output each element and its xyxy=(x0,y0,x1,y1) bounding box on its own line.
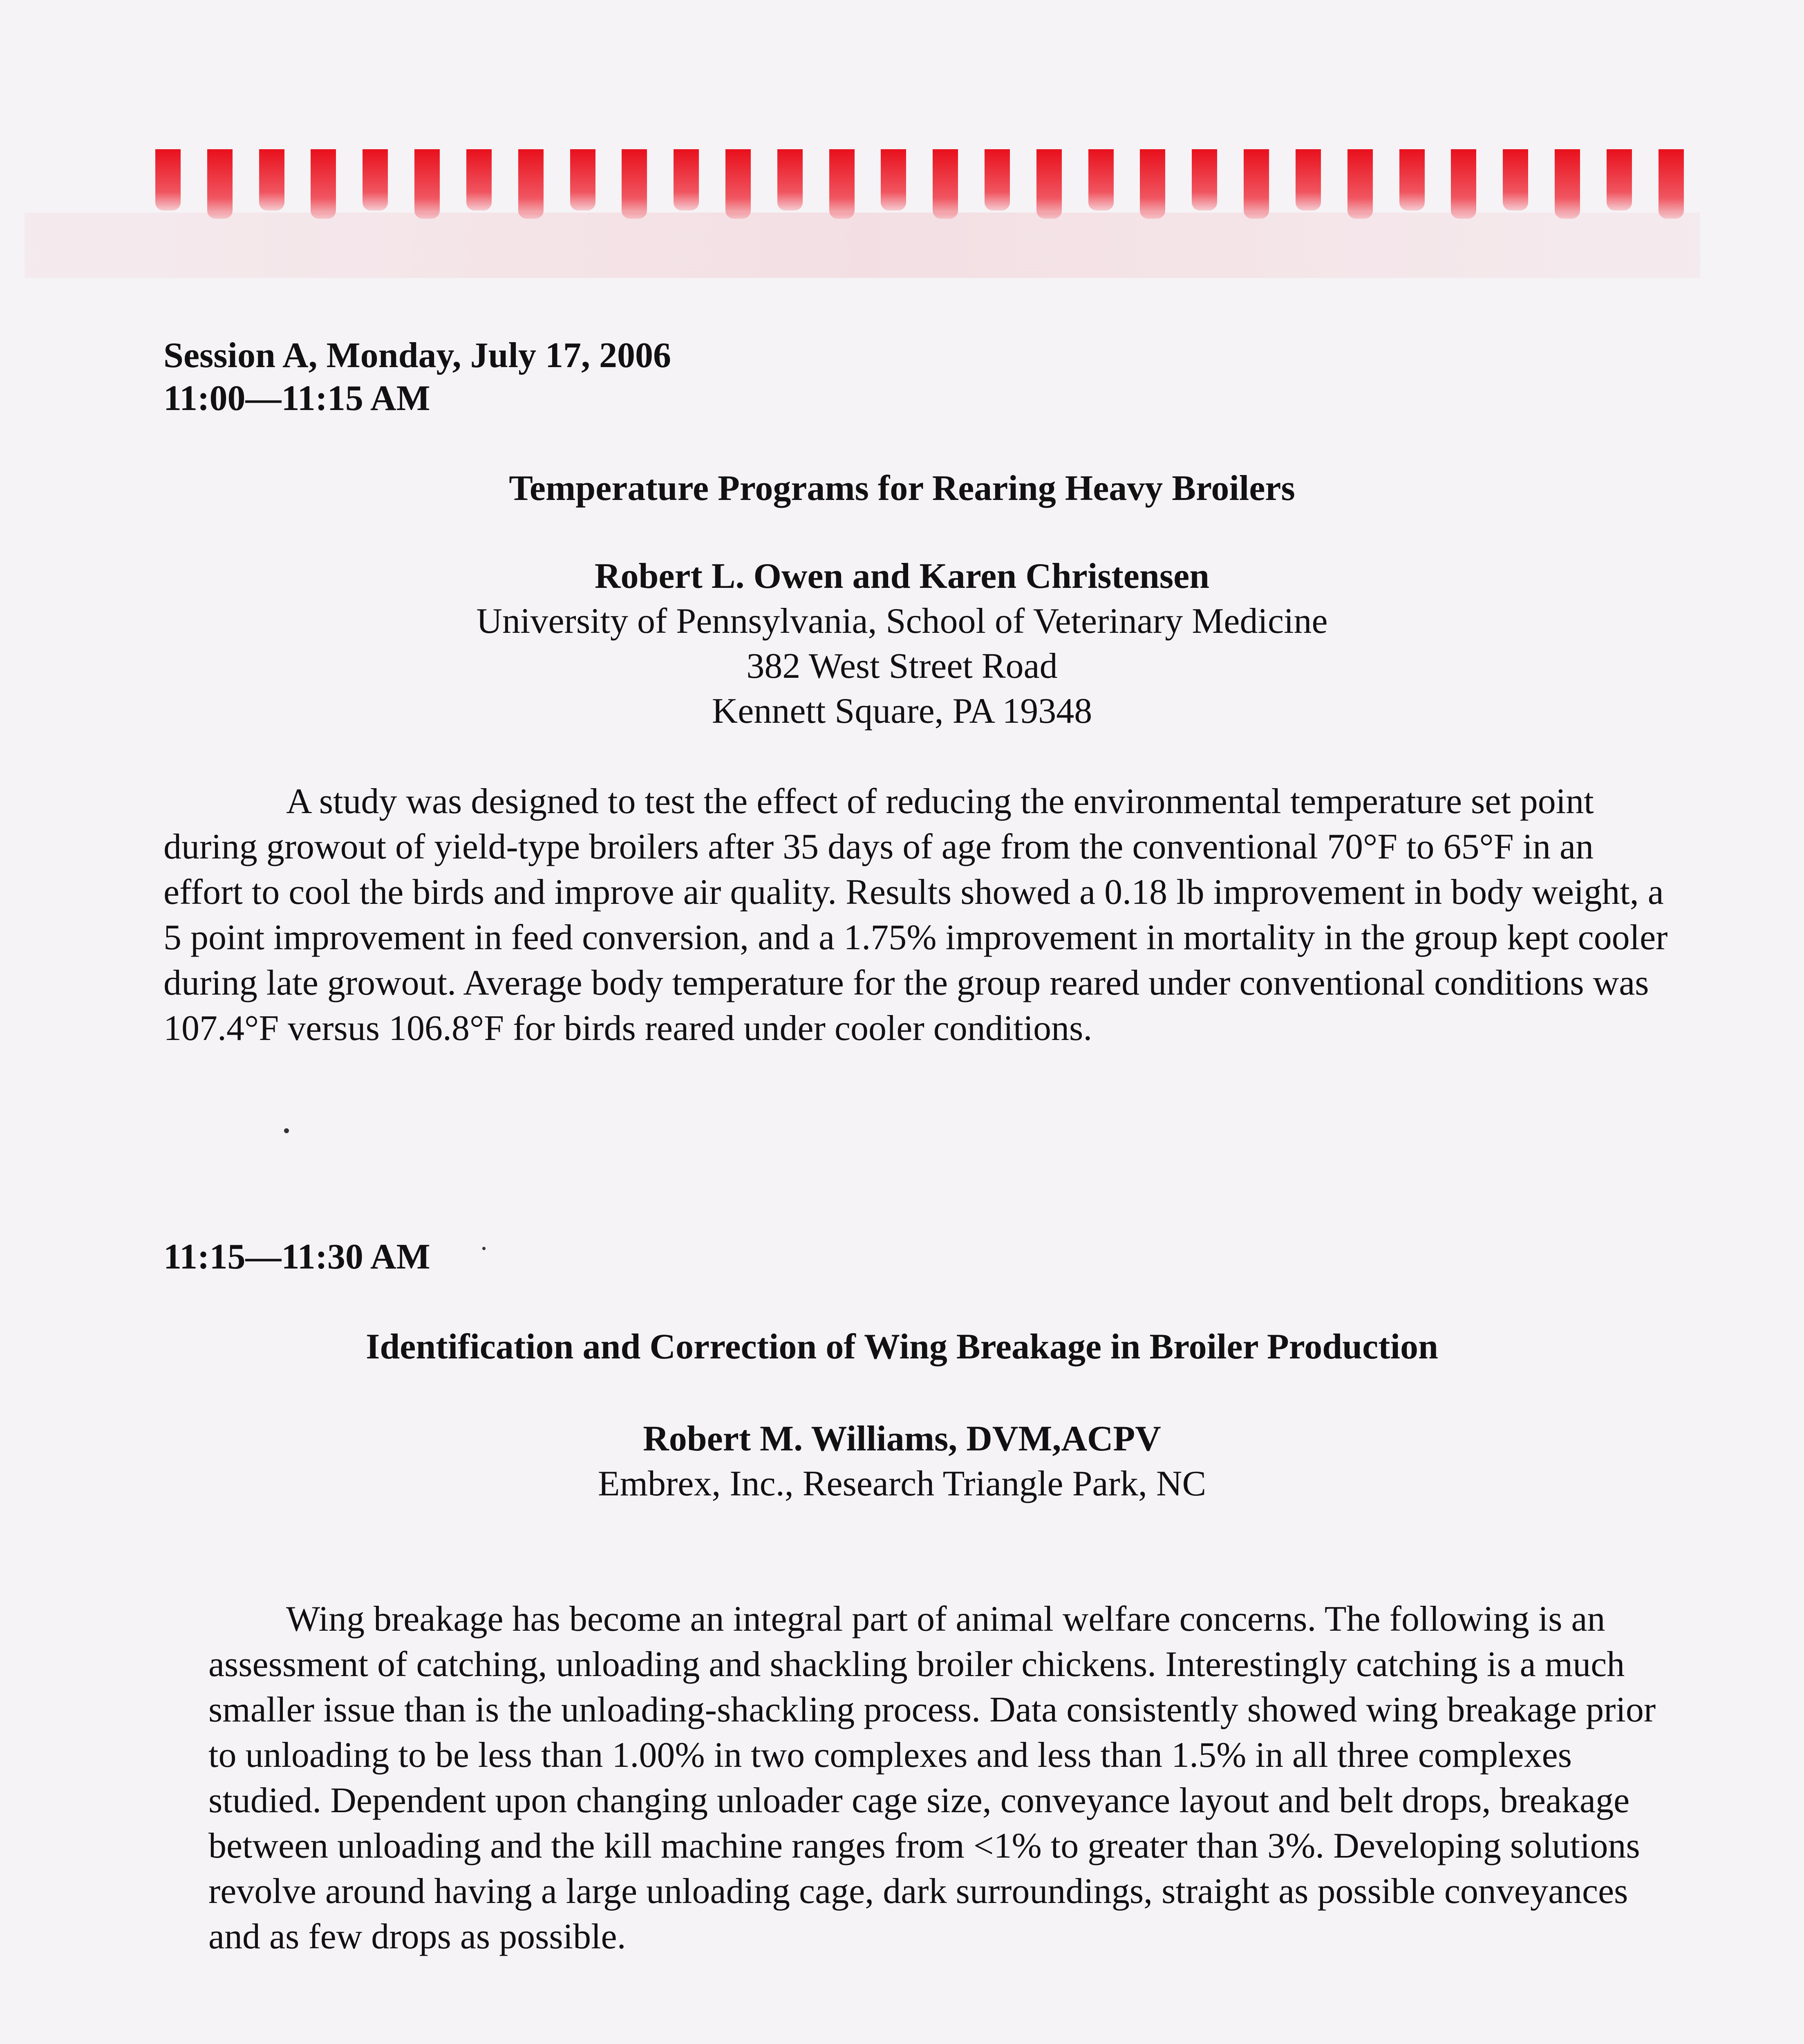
banner-stripe xyxy=(1140,149,1165,219)
talk1-abstract xyxy=(163,779,1676,1051)
talk1-affiliation-1: University of Pennsylvania, School of Veterinary Medicine xyxy=(476,601,1328,641)
banner-stripe xyxy=(1347,149,1373,219)
banner-stripe xyxy=(1088,149,1114,211)
banner-stripe xyxy=(259,149,284,211)
session-header: Session A, Monday, July 17, 2006 xyxy=(163,336,671,375)
talk2-affiliation: Embrex, Inc., Research Triangle Park, NC xyxy=(598,1464,1206,1504)
talk1-affiliation-3: Kennett Square, PA 19348 xyxy=(712,691,1092,731)
banner-stripe xyxy=(207,149,233,219)
talk2-abstract xyxy=(208,1596,1688,1959)
banner-stripe xyxy=(1555,149,1580,219)
banner-stripe xyxy=(881,149,906,211)
banner-stripe xyxy=(725,149,751,219)
banner-stripe xyxy=(1451,149,1476,219)
banner-stripe xyxy=(622,149,647,219)
banner-stripe xyxy=(363,149,388,211)
talk2-time: 11:15—11:30 AM xyxy=(163,1237,430,1277)
banner-stripe xyxy=(466,149,492,211)
banner-stripe xyxy=(829,149,855,219)
banner-stripe xyxy=(155,149,181,211)
talk2-abstract-text: Wing breakage has become an integral part of animal welfare concerns. The following is an assessment of catching, unloading and shackling broiler chickens. Interestingly catching is a much smaller issue than is the unloading-shackling process. Data consistently showed wing breakage prior to unloading to be less than 1.00% in two complexes and less than 1.5% in all three complexes studied. Dependent upon changing unloader cage size, conveyance layout and belt drops, breakage between unloading and the kill machine ranges from <1% to greater than 3%. Developing solutions revolve around having a large unloading cage, dark surroundings, straight as possible conveyances and as few drops as possible. xyxy=(208,1599,1656,1957)
banner-stripe xyxy=(1296,149,1321,211)
banner-stripe xyxy=(985,149,1010,211)
banner-stripe xyxy=(414,149,440,219)
stray-mark xyxy=(482,1247,486,1250)
talk2-title: Identification and Correction of Wing Breakage in Broiler Production xyxy=(366,1327,1438,1367)
stray-mark xyxy=(284,1128,289,1133)
banner-stripe xyxy=(777,149,803,211)
banner-stripe xyxy=(1036,149,1062,219)
talk1-abstract-text: A study was designed to test the effect of reducing the environmental temperature set point during growout of yield-type broilers after 35 days of age from the conventional 70°F to 65°F in an effort to cool the birds and improve air quality. Results showed a 0.18 lb improvement in body weight, a 5 point improvement in feed conversion, and a 1.75% improvement in mortality in the group kept cooler during late growout. Average body temperature for the group reared under conventional conditions was 107.4°F versus 106.8°F for birds reared under cooler conditions. xyxy=(163,782,1668,1048)
talk1-time: 11:00—11:15 AM xyxy=(163,379,430,418)
banner-stripe xyxy=(1607,149,1632,211)
banner-stripe xyxy=(311,149,336,219)
banner-stripe xyxy=(1399,149,1425,211)
banner-stripe xyxy=(570,149,595,211)
banner-stripe xyxy=(1503,149,1528,211)
talk1-authors: Robert L. Owen and Karen Christensen xyxy=(594,556,1210,596)
banner-stripe xyxy=(518,149,544,219)
banner-stripe xyxy=(1659,149,1684,219)
banner-stripe xyxy=(1244,149,1269,219)
talk1-affiliation-2: 382 West Street Road xyxy=(746,646,1058,686)
striped-banner xyxy=(155,149,1684,223)
talk2-authors: Robert M. Williams, DVM,ACPV xyxy=(643,1419,1161,1459)
banner-stripe xyxy=(1192,149,1217,211)
talk1-title: Temperature Programs for Rearing Heavy Broilers xyxy=(509,468,1295,508)
banner-stripe xyxy=(933,149,958,219)
banner-stripe xyxy=(674,149,699,211)
